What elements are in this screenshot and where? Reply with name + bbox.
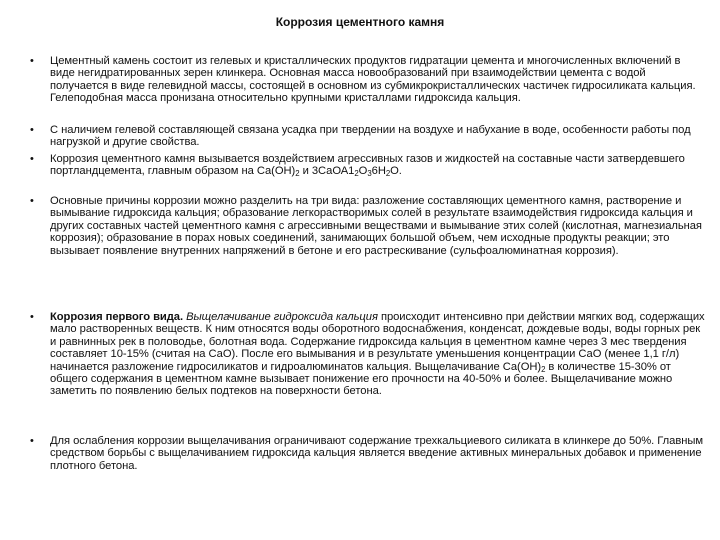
bullet-icon: •: [30, 435, 34, 447]
bullet-icon: •: [30, 153, 34, 165]
paragraph-corrosion-types: Основные причины коррозии можно разделить на три вида: разложение составляющих цементного камня, растворение и вымывание гидроксида кальция; образование легкорастворимых солей в результате взаимодействия гидроксида кальция и других составных частей цементного камня с агрессивными веществами и вымывание этих солей (кислотная, магнезиальная коррозия); образование в порах новых соединений, занимающих большой объем, чем исходные продукты реакции; это вызывает появление внутренних напряжений в бетоне и его растрескивание (сульфоалюминатная коррозия).: [50, 195, 702, 257]
paragraph-cement-structure: Цементный камень состоит из гелевых и кристаллических продуктов гидратации цемента и многочисленных включений в виде негидратированных зерен клинкера. Основная масса новообразований при взаимодействии цемента с водой получается в виде гелевидной массы, состоящей в основном из субмикрокристаллических частичек гидросиликата кальция. Гелеподобная масса пронизана относительно крупными кристаллами гидроксида кальция.: [50, 55, 696, 105]
bullet-icon: •: [30, 124, 34, 136]
paragraph-corrosion-cause: Коррозия цементного камня вызывается воздействием агрессивных газов и жидкостей на составные части затвердевшего портландцемента, главным образом на $Са(ОН)_2$ и $3СаОА1_2О_36Н_2О$.: [50, 153, 685, 179]
page-title: Коррозия цементного камня: [275, 15, 445, 29]
paragraph-leaching-mitigation: Для ослабления коррозии выщелачивания ограничивают содержание трехкальциевого силиката в клинкере до 50%. Главным средством борьбы с выщелачиванием гидроксида кальция является введение активных минеральных добавок и применение плотного бетона.: [50, 435, 703, 472]
paragraph-first-type-corrosion: Коррозия первого вида. Выщелачивание гидроксида кальция происходит интенсивно при действии мягких вод, содержащих мало растворенных веществ. К ним относятся воды оборотного водоснабжения, конденсат, дождевые воды, воды горных рек и равнинных рек в половодье, болотная вода. Содержание гидроксида кальция в цементном камне через 3 мес твердения составляет 10-15% (считая на СаО). После его вымывания и в результате уменьшения концентрации СаО (менее 1,1 г/л) начинается разложение гидросиликатов и гидроалюминатов кальция. Выщелачивание $Са(ОН)_2$ в количестве 15-30% от общего содержания в цементном камне вызывает понижение его прочности на 40-50% и более. Выщелачивание можно заметить по появлению белых подтеков на поверхности бетона.: [50, 311, 705, 398]
bullet-icon: •: [30, 195, 34, 207]
paragraph-gel-component: С наличием гелевой составляющей связана усадка при твердении на воздухе и набухание в воде, особенности работы под нагрузкой и другие свойства.: [50, 124, 691, 149]
bullet-icon: •: [30, 311, 34, 323]
bullet-icon: •: [30, 55, 34, 67]
